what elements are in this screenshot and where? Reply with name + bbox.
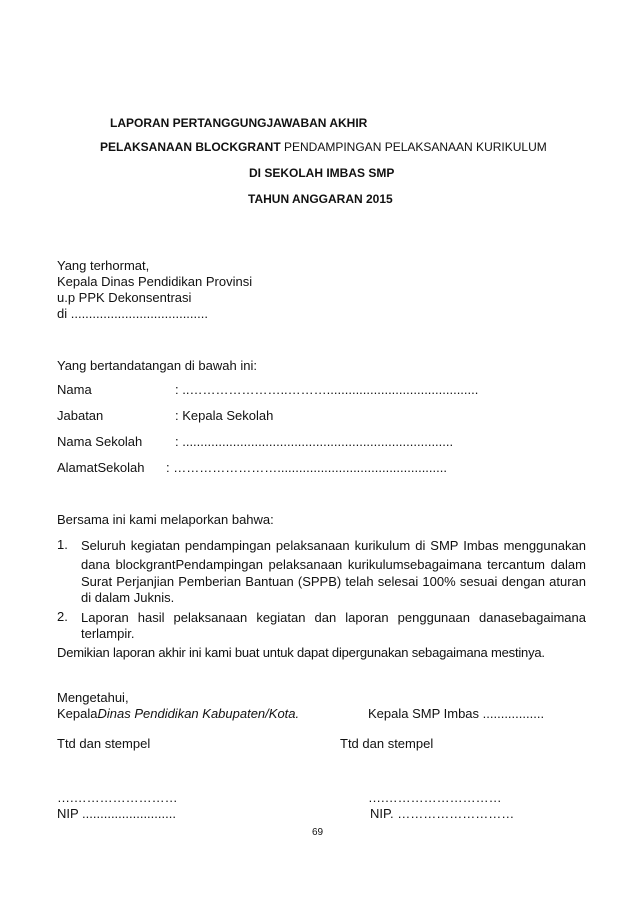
item-1-line: di dalam Juknis.: [81, 590, 175, 605]
page-number: 69: [312, 827, 324, 838]
field-value-nama-sekolah: : ...........................................................................: [175, 434, 454, 449]
field-label-nama: Nama: [57, 382, 92, 397]
left-signer-nip: NIP ..........................: [57, 806, 176, 821]
item-number: 1.: [57, 537, 68, 552]
field-value-jabatan: : Kepala Sekolah: [175, 408, 274, 423]
item-1-line: Surat Perjanjian Pemberian Bantuan (SPPB) telah selesai 100% sesuai dengan aturan: [81, 574, 586, 589]
subtitle-bold: PELAKSANAAN BLOCKGRANT: [100, 140, 281, 154]
left-signer-title-italic: Dinas Pendidikan Kabupaten/Kota.: [97, 706, 300, 721]
report-subtitle: [100, 140, 547, 154]
field-label-nama-sekolah: Nama Sekolah: [57, 434, 143, 449]
right-signer-name: ….………………………: [368, 790, 502, 805]
right-stamp-label: Ttd dan stempel: [340, 736, 434, 751]
report-title: LAPORAN PERTANGGUNGJAWABAN AKHIR: [110, 116, 368, 130]
field-label-jabatan: Jabatan: [57, 408, 104, 423]
left-signer-name: ….……………………: [57, 790, 178, 805]
addressee-line: Yang terhormat,: [57, 258, 150, 273]
addressee-line: u.p PPK Dekonsentrasi: [57, 290, 192, 305]
left-signer-title: [57, 706, 299, 721]
report-year: TAHUN ANGGARAN 2015: [248, 192, 393, 206]
item-2-line: Laporan hasil pelaksanaan kegiatan dan laporan penggunaan danasebagaimana: [81, 610, 586, 625]
field-value-nama: : ..…………………..………..........................................: [175, 382, 479, 397]
item-2-line: terlampir.: [81, 626, 135, 641]
subtitle-rest: PENDAMPINGAN PELAKSANAAN KURIKULUM: [280, 140, 547, 154]
addressee-line: Kepala Dinas Pendidikan Provinsi: [57, 274, 253, 289]
item-1-line: Seluruh kegiatan pendampingan pelaksanaan kurikulum di SMP Imbas menggunakan: [81, 538, 586, 553]
right-signer-title: Kepala SMP Imbas .................: [368, 706, 545, 721]
report-intro: Bersama ini kami melaporkan bahwa:: [57, 512, 274, 527]
item-1-line: dana blockgrantPendampingan pelaksanaan kurikulumsebagaimana tercantum dalam: [81, 557, 586, 572]
closing-statement: Demikian laporan akhir ini kami buat untuk dapat dipergunakan sebagaimana mestinya.: [57, 645, 545, 660]
right-signer-nip: NIP. ………………………: [370, 806, 515, 821]
field-label-alamat-sekolah: AlamatSekolah: [57, 460, 145, 475]
left-stamp-label: Ttd dan stempel: [57, 736, 151, 751]
item-number: 2.: [57, 609, 68, 624]
field-value-alamat-sekolah: : ……………………...............................................: [166, 460, 447, 475]
left-signer-title-plain: Kepala: [57, 706, 98, 721]
report-location: DI SEKOLAH IMBAS SMP: [249, 166, 395, 180]
mengetahui-label: Mengetahui,: [57, 690, 129, 705]
intro-text: Yang bertandatangan di bawah ini:: [57, 358, 257, 373]
addressee-line: di ......................................: [57, 306, 208, 321]
